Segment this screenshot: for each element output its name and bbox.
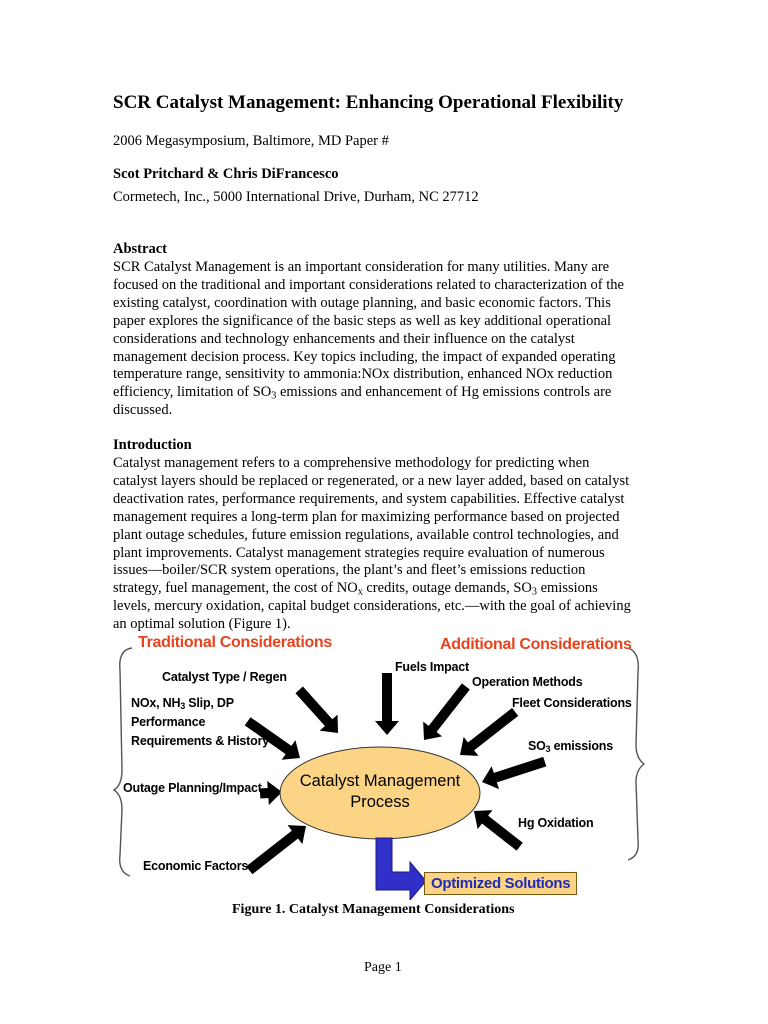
intro-line-part: credits, outage demands, SO xyxy=(362,580,532,597)
paper-title: SCR Catalyst Management: Enhancing Operational Flexibility xyxy=(113,92,624,113)
intro-line xyxy=(113,580,653,598)
label-economic: Economic Factors xyxy=(143,859,249,873)
abstract-line: paper explores the significance of the basic steps as well as key additional operational xyxy=(113,312,612,329)
label-nox-part: Slip, DP xyxy=(184,696,234,710)
arrow-operation xyxy=(415,679,476,747)
intro-line: levels, mercury oxidation, capital budget considerations, etc.—with the goal of achieving xyxy=(113,598,631,615)
label-performance: Performance xyxy=(131,715,206,729)
abstract-line: focused on the traditional and important considerations related to characterization of the xyxy=(113,276,624,293)
arrow-fuels xyxy=(375,673,399,735)
label-fuels: Fuels Impact xyxy=(395,660,470,674)
figure-caption: Figure 1. Catalyst Management Considerations xyxy=(232,902,515,917)
abstract-line: discussed. xyxy=(113,402,173,419)
left-brace xyxy=(114,648,132,876)
abstract-line: temperature range, sensitivity to ammonia:NOx distribution, enhanced NOx reduction xyxy=(113,366,613,383)
intro-line: catalyst layers should be replaced or regenerated, or a new layer added, based on catalyst xyxy=(113,472,630,489)
intro-line: plant outage schedules, future emission regulations, available control technologies, and xyxy=(113,526,619,543)
center-label xyxy=(282,771,478,813)
label-requirements: Requirements & History xyxy=(131,734,269,748)
abstract-heading: Abstract xyxy=(113,241,167,257)
label-operation: Operation Methods xyxy=(472,675,583,689)
arrow-catalyst-type xyxy=(290,682,347,741)
figure-catalyst-management xyxy=(110,630,650,920)
affiliation: Cormetech, Inc., 5000 International Drive, Durham, NC 27712 xyxy=(113,189,479,205)
abstract-body xyxy=(113,259,653,420)
subscript: 3 xyxy=(271,390,277,402)
center-label-line: Process xyxy=(350,793,410,811)
abstract-line xyxy=(113,384,653,402)
abstract-line: existing catalyst, coordination with outage planning, and basic economic factors. This xyxy=(113,294,611,311)
output-arrow xyxy=(376,838,426,900)
authors: Scot Pritchard & Chris DiFrancesco xyxy=(113,166,339,182)
label-so3-part: SO xyxy=(528,739,546,753)
intro-line: management requires a long-term plan for maximizing performance based on projected xyxy=(113,508,620,525)
label-catalyst-type: Catalyst Type / Regen xyxy=(162,670,287,684)
additional-heading: Additional Considerations xyxy=(440,636,632,653)
label-fleet: Fleet Considerations xyxy=(512,696,632,710)
intro-line: issues—boiler/SCR system operations, the plant’s and fleet’s emissions reduction xyxy=(113,562,586,579)
page-number: Page 1 xyxy=(364,960,402,975)
arrow-economic xyxy=(242,817,314,880)
label-nox xyxy=(131,696,234,710)
abstract-line: considerations and technology enhancements and their influence on the catalyst xyxy=(113,330,575,347)
right-brace xyxy=(628,648,644,860)
intro-line: deactivation rates, performance requirements, and system capabilities. Effective catalyst xyxy=(113,490,625,507)
subscript: x xyxy=(357,586,363,598)
label-so3-part: emissions xyxy=(550,739,613,753)
label-nox-subscript: 3 xyxy=(180,701,185,712)
abstract-line: management decision process. Key topics including, the impact of expanded operating xyxy=(113,348,616,365)
event-line: 2006 Megasymposium, Baltimore, MD Paper # xyxy=(113,133,389,149)
intro-line-part: emissions xyxy=(536,580,598,597)
abstract-line: SCR Catalyst Management is an important consideration for many utilities. Many are xyxy=(113,259,610,275)
subscript: 3 xyxy=(531,586,537,598)
arrow-fleet xyxy=(453,702,523,764)
introduction-heading: Introduction xyxy=(113,437,192,453)
abstract-line-part: emissions and enhancement of Hg emissions controls are xyxy=(276,384,612,401)
label-outage: Outage Planning/Impact xyxy=(123,781,262,795)
introduction-body xyxy=(113,455,653,634)
intro-line: an optimal solution (Figure 1). xyxy=(113,616,291,633)
label-so3-subscript: 3 xyxy=(545,744,551,755)
traditional-heading: Traditional Considerations xyxy=(138,634,333,651)
arrow-outage xyxy=(259,780,283,805)
label-nox-part: NOx, NH xyxy=(131,696,181,710)
arrow-so3 xyxy=(478,750,548,793)
center-label-line: Catalyst Management xyxy=(299,772,461,790)
abstract-line-part: efficiency, limitation of SO xyxy=(113,384,272,401)
intro-line: Catalyst management refers to a comprehensive methodology for predicting when xyxy=(113,455,590,471)
label-hg: Hg Oxidation xyxy=(518,816,594,830)
optimized-solutions-box: Optimized Solutions xyxy=(424,872,577,895)
intro-line: plant improvements. Catalyst management strategies require evaluation of numerous xyxy=(113,544,605,561)
intro-line-part: strategy, fuel management, the cost of NO xyxy=(113,580,358,597)
label-so3 xyxy=(528,739,613,753)
